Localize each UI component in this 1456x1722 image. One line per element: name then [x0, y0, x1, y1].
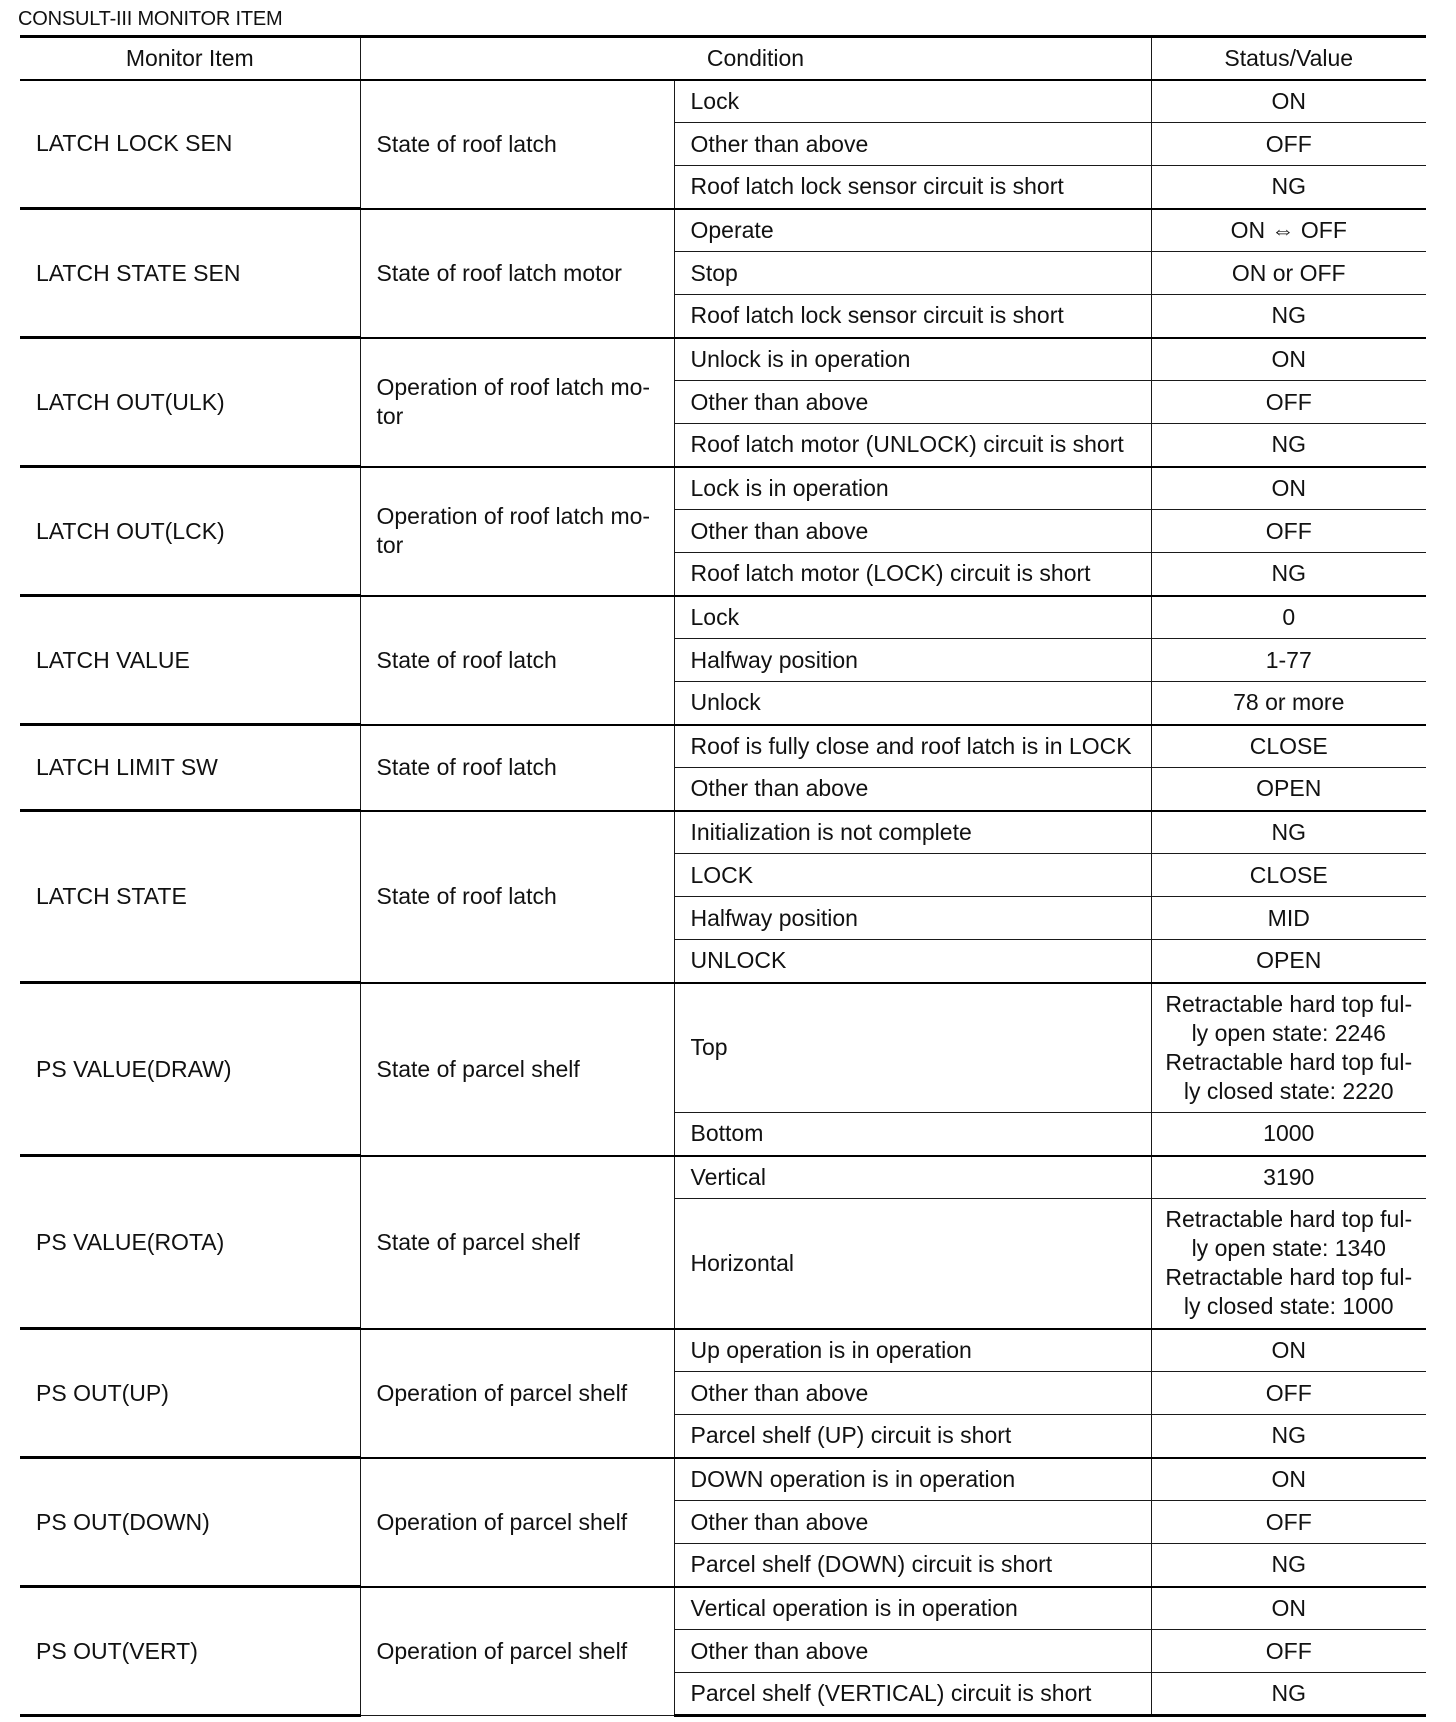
monitor-item-cell: LATCH STATE: [20, 811, 360, 983]
table-row: [20, 1587, 1426, 1630]
monitor-item-cell: PS OUT(UP): [20, 1329, 360, 1458]
condition-cell: Lock: [674, 596, 1151, 639]
condition-cell: Other than above: [674, 123, 1151, 166]
status-value-cell: NG: [1151, 1673, 1426, 1716]
status-value-cell: ON: [1151, 1329, 1426, 1372]
condition-cell: Bottom: [674, 1113, 1151, 1156]
condition-cell: Other than above: [674, 768, 1151, 811]
status-value-cell: MID: [1151, 897, 1426, 940]
table-row: [20, 1458, 1426, 1501]
condition-description-cell: Operation of roof latch mo-tor: [360, 467, 674, 596]
monitor-item-cell: PS VALUE(ROTA): [20, 1156, 360, 1329]
table-row: [20, 725, 1426, 768]
table-row: [20, 983, 1426, 1113]
status-value-cell: OPEN: [1151, 940, 1426, 983]
condition-cell: Roof latch motor (UNLOCK) circuit is short: [674, 424, 1151, 467]
condition-cell: Roof is fully close and roof latch is in LOCK: [674, 725, 1151, 768]
status-value-cell: OFF: [1151, 381, 1426, 424]
condition-cell: Roof latch lock sensor circuit is short: [674, 166, 1151, 209]
condition-description-cell: Operation of parcel shelf: [360, 1458, 674, 1587]
condition-cell: Horizontal: [674, 1199, 1151, 1329]
condition-cell: LOCK: [674, 854, 1151, 897]
status-value-cell: NG: [1151, 553, 1426, 596]
condition-cell: Vertical: [674, 1156, 1151, 1199]
condition-cell: Roof latch lock sensor circuit is short: [674, 295, 1151, 338]
status-value-cell: ON: [1151, 80, 1426, 123]
condition-description-cell: State of parcel shelf: [360, 1156, 674, 1329]
status-value-cell: NG: [1151, 811, 1426, 854]
status-value-cell: ON: [1151, 338, 1426, 381]
monitor-item-cell: PS OUT(VERT): [20, 1587, 360, 1716]
monitor-item-cell: LATCH LOCK SEN: [20, 80, 360, 209]
condition-description-cell: State of parcel shelf: [360, 983, 674, 1156]
status-value-cell: 3190: [1151, 1156, 1426, 1199]
table-body: [20, 80, 1426, 1716]
status-value-cell: CLOSE: [1151, 725, 1426, 768]
monitor-table: [20, 35, 1426, 1717]
monitor-item-cell: PS OUT(DOWN): [20, 1458, 360, 1587]
condition-cell: Initialization is not complete: [674, 811, 1151, 854]
table-row: [20, 209, 1426, 252]
status-value-cell: 0: [1151, 596, 1426, 639]
monitor-item-cell: LATCH STATE SEN: [20, 209, 360, 338]
status-value-cell: OFF: [1151, 123, 1426, 166]
table-header-row: [20, 37, 1426, 80]
condition-cell: Other than above: [674, 381, 1151, 424]
status-value-cell: 1000: [1151, 1113, 1426, 1156]
condition-cell: Unlock is in operation: [674, 338, 1151, 381]
condition-cell: Lock: [674, 80, 1151, 123]
monitor-item-cell: LATCH OUT(LCK): [20, 467, 360, 596]
condition-cell: Other than above: [674, 1372, 1151, 1415]
status-value-cell: NG: [1151, 295, 1426, 338]
status-value-cell: OFF: [1151, 1372, 1426, 1415]
monitor-item-cell: LATCH OUT(ULK): [20, 338, 360, 467]
status-value-cell: NG: [1151, 1544, 1426, 1587]
header-status-value: Status/Value: [1151, 37, 1426, 80]
status-value-cell: ON ⇔ OFF: [1151, 209, 1426, 252]
condition-cell: Halfway position: [674, 639, 1151, 682]
table-row: [20, 467, 1426, 510]
status-value-cell: 1-77: [1151, 639, 1426, 682]
condition-cell: Parcel shelf (DOWN) circuit is short: [674, 1544, 1151, 1587]
condition-cell: Halfway position: [674, 897, 1151, 940]
page-title: CONSULT-III MONITOR ITEM: [18, 8, 283, 30]
status-value-cell: NG: [1151, 166, 1426, 209]
condition-cell: Parcel shelf (UP) circuit is short: [674, 1415, 1151, 1458]
condition-description-cell: Operation of parcel shelf: [360, 1329, 674, 1458]
condition-cell: Parcel shelf (VERTICAL) circuit is short: [674, 1673, 1151, 1716]
status-value-cell: CLOSE: [1151, 854, 1426, 897]
condition-description-cell: Operation of parcel shelf: [360, 1587, 674, 1716]
condition-cell: Other than above: [674, 1501, 1151, 1544]
status-value-cell: OFF: [1151, 1630, 1426, 1673]
table-row: [20, 338, 1426, 381]
condition-cell: Operate: [674, 209, 1151, 252]
table-row: [20, 1156, 1426, 1199]
condition-cell: DOWN operation is in operation: [674, 1458, 1151, 1501]
condition-cell: Vertical operation is in operation: [674, 1587, 1151, 1630]
status-value-cell: ON: [1151, 467, 1426, 510]
status-value-cell: ON or OFF: [1151, 252, 1426, 295]
condition-cell: Stop: [674, 252, 1151, 295]
status-value-cell: 78 or more: [1151, 682, 1426, 725]
status-value-cell: OFF: [1151, 510, 1426, 553]
status-value-cell: OFF: [1151, 1501, 1426, 1544]
status-value-cell: NG: [1151, 1415, 1426, 1458]
condition-description-cell: Operation of roof latch mo-tor: [360, 338, 674, 467]
status-value-cell: OPEN: [1151, 768, 1426, 811]
header-condition: Condition: [360, 37, 1151, 80]
monitor-item-cell: LATCH VALUE: [20, 596, 360, 725]
table-row: [20, 811, 1426, 854]
condition-cell: Roof latch motor (LOCK) circuit is short: [674, 553, 1151, 596]
status-value-cell: Retractable hard top ful-ly open state: 2246 Retractable hard top ful-ly closed state: 2220: [1151, 983, 1426, 1113]
condition-cell: Top: [674, 983, 1151, 1113]
status-value-cell: NG: [1151, 424, 1426, 467]
monitor-item-cell: PS VALUE(DRAW): [20, 983, 360, 1156]
header-monitor-item: Monitor Item: [20, 37, 360, 80]
condition-cell: Unlock: [674, 682, 1151, 725]
condition-description-cell: State of roof latch: [360, 725, 674, 811]
condition-cell: Lock is in operation: [674, 467, 1151, 510]
status-value-cell: ON: [1151, 1587, 1426, 1630]
condition-cell: Other than above: [674, 1630, 1151, 1673]
condition-description-cell: State of roof latch: [360, 811, 674, 983]
table-row: [20, 80, 1426, 123]
table-row: [20, 1329, 1426, 1372]
status-value-cell: ON: [1151, 1458, 1426, 1501]
condition-description-cell: State of roof latch: [360, 596, 674, 725]
condition-description-cell: State of roof latch: [360, 80, 674, 209]
condition-cell: Up operation is in operation: [674, 1329, 1151, 1372]
condition-cell: UNLOCK: [674, 940, 1151, 983]
condition-description-cell: State of roof latch motor: [360, 209, 674, 338]
table-row: [20, 596, 1426, 639]
condition-cell: Other than above: [674, 510, 1151, 553]
monitor-item-cell: LATCH LIMIT SW: [20, 725, 360, 811]
status-value-cell: Retractable hard top ful-ly open state: 1340 Retractable hard top ful-ly closed state: 1000: [1151, 1199, 1426, 1329]
